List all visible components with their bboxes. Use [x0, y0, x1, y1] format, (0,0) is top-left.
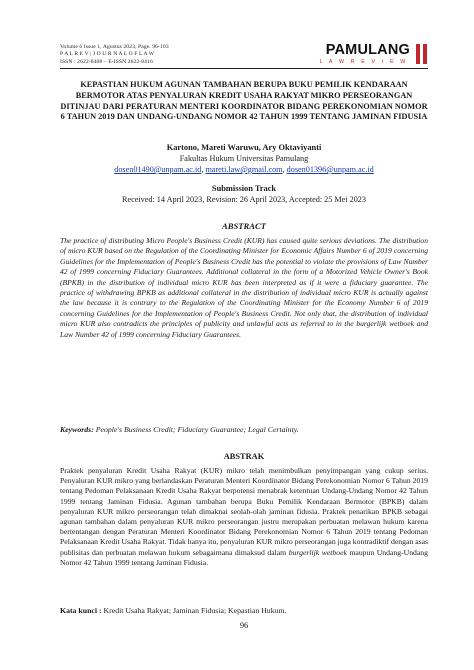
header-rule: [60, 68, 428, 69]
logo-subtitle: L A W R E V I E W: [319, 59, 408, 65]
paper-title: KEPASTIAN HUKUM AGUNAN TAMBAHAN BERUPA BUKU PEMILIK KENDARAAN BERMOTOR ATAS PENYALURAN KREDIT USAHA RAKYAT MIKRO PERSEORANGAN DITINJAU DARI PERATURAN MENTERI KOORDINATOR BIDANG PEREKONOMIAN NOMOR 6 TAHUN 2019 DAN UNDANG-UNDANG NOMOR 42 TAHUN 1999 TENTANG JAMINAN FIDUSIA: [60, 80, 428, 122]
email-link-2[interactable]: mareti.law@gmail.com: [205, 165, 283, 174]
kata-kunci-label: Kata kunci :: [60, 606, 102, 615]
authors: Kartono, Mareti Waruwu, Ary Oktaviyanti: [166, 143, 322, 152]
abstrak-text: [60, 466, 428, 568]
affiliation: Fakultas Hukum Universitas Pamulang: [179, 154, 309, 163]
abstrak-text-part: Praktek penyaluran Kredit Usaha Rakyat (KUR) mikro telah menimbulkan penyimpangan yang cukup serius. Penyaluran KUR mikro yang berlandaskan Peraturan Menteri Koordinator Bidang Perekonomian Nomor 6 Tahun 2019 tentang Pedoman Pelaksanaan Kredit Usaha Rakyat berpotensi menabrak ketentuan Undang-Undang Nomor 42 Tahun 1999 tentang Jaminan Fidusia. Agunan tambahan berupa Buku Pemilik Kendaraan Bermotor (BPKB) dalam penyaluran KUR mikro perseorangan telah dimaknai seolah-olah jaminan fidusia. Praktek penarikan BPKB sebagai agunan tambahan dalam penyaluran KUR mikro perseorangan justru merupakan perbuatan melawan hukum karena bertentangan dengan Peraturan Menteri Koordinator Bidang Perekonomian Nomor 6 Tahun 2019 tentang Pedoman Pelaksanaan Kredit Usaha Rakyat. Tidak hanya itu, penyaluran KUR mikro perseorangan juga kontradiktif dengan asas publisitas dan perbuatan melawan hukum sebagaimana dimaksud dalam: [60, 466, 428, 557]
journal-line: P A L R E V | J O U R N A L O F L A W: [60, 51, 155, 58]
email-link-3[interactable]: dosen01396@unpam.ac.id: [286, 165, 374, 174]
logo-mark-icon: [416, 44, 428, 64]
abstract-heading: ABSTRACT: [222, 221, 266, 231]
issn-line: ISSN : 2622-8408 – E-ISSN 2622-8416: [60, 58, 153, 65]
keywords-list: People's Business Credit; Fiduciary Guarantee; Legal Certainty.: [93, 425, 299, 434]
logo-name: PAMULANG: [325, 42, 410, 58]
page-number: 96: [239, 621, 249, 630]
keywords-label: Keywords:: [60, 425, 94, 434]
abstrak-text-part: maupun Undang-Undang Nomor 42 Tahun 1999 tentang Jaminan Fidusia.: [60, 547, 428, 567]
kata-kunci: [60, 606, 428, 616]
abstrak-heading: ABSTRAK: [223, 452, 265, 461]
volume-line: Volume 6 Issue 1, Agustus 2023, Page. 96-103: [60, 44, 169, 50]
author-emails: [60, 165, 428, 175]
journal-logo: [318, 42, 428, 76]
keywords: [60, 425, 428, 435]
email-separator: ,: [201, 165, 206, 174]
email-separator: ,: [282, 165, 287, 174]
email-link-1[interactable]: dosen01490@unpam.ac.id: [114, 165, 202, 174]
kata-kunci-list: Kredit Usaha Rakyat; Jaminan Fidusia; Kepastian Hukum.: [101, 606, 287, 615]
submission-dates: Received: 14 April 2023, Revision: 26 April 2023, Accepted: 25 Mei 2023: [122, 195, 366, 204]
abstract-text: The practice of distributing Micro People's Business Credit (KUR) has caused quite serious deviations. The distribution of micro KUR based on the Regulation of the Coordinating Minister for Economic Affairs Number 6 of 2019 concerning Guidelines for the Implementation of People's Business Credit has the potential to violate the provisions of Law Number 42 of 1999 concerning Fiduciary Guarantees. Additional collateral in the form of a Motorized Vehicle Owner's Book (BPKB) in the distribution of individual micro KUR has been interpreted as if it were a fiduciary guarantee. The practice of withdrawing BPKB as additional collateral in the distribution of individual micro KUR is actually against the law because it is contrary to the Regulation of the Coordinating Minister for the Economy Number 6 of 2019 concerning Guidelines for the Implementation of People's Business Credit. Not only that, the distribution of individual micro KUR also contradicts the principles of publicity and unlawful acts as referred to in the burgerlijk wetboek and Law Number 42 of 1999 concerning Fiduciary Guarantees.: [60, 236, 428, 339]
journal-header: [60, 44, 428, 66]
abstrak-italic-term: burgerlijk wetboek: [288, 547, 347, 557]
submission-track-heading: Submission Track: [211, 184, 277, 193]
